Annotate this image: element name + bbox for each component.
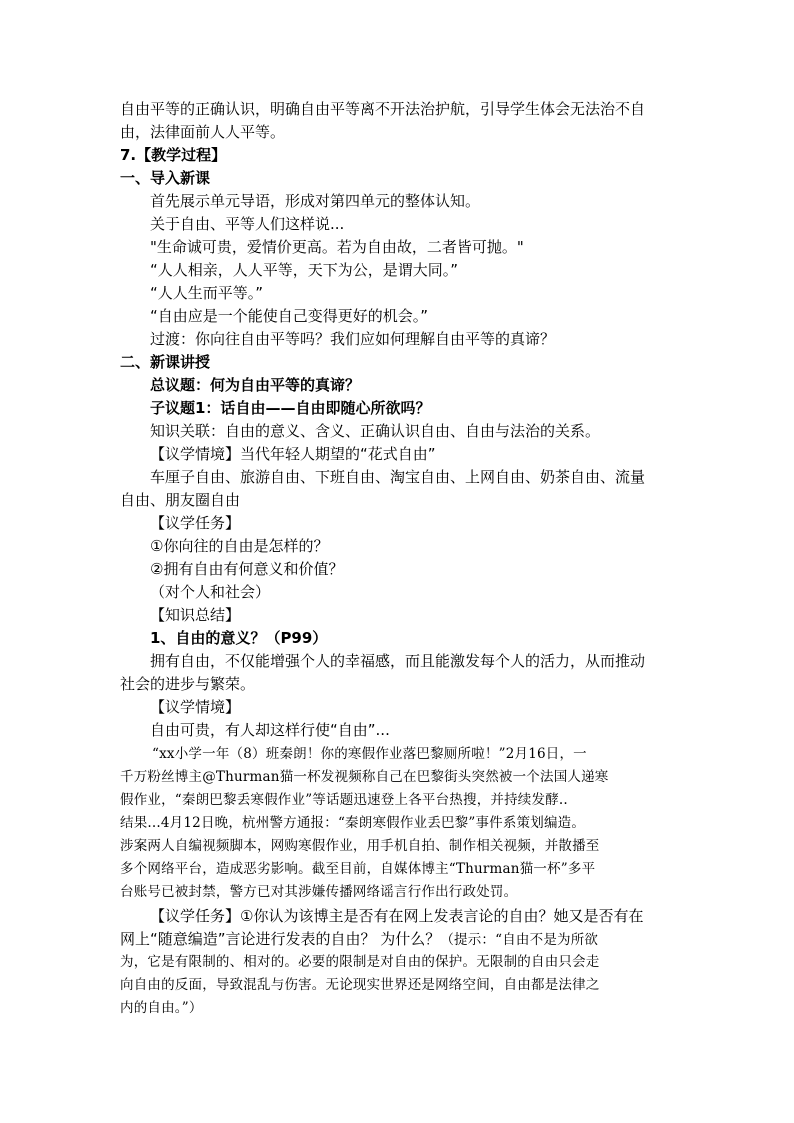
part1-title: 一、导入新课 xyxy=(120,169,211,187)
task-1-item: （对个人和社会） xyxy=(150,583,271,601)
intro-text-line: 关于自由、平等人们这样说... xyxy=(150,215,345,233)
task-2-hint-line: 向自由的反面，导致混乱与伤害。无论现实世界还是网络空间，自由都是法律之 xyxy=(120,977,600,993)
case-text-line: 结果...4月12日晚，杭州警方通报：“秦朗寒假作业丢巴黎”事件系策划编造。 xyxy=(120,815,586,831)
summary-text-line-2: 社会的进步与繁荣。 xyxy=(120,675,256,693)
scenario-2-title: 【议学情境】 xyxy=(150,698,241,716)
case-text-line: 千万粉丝博主@Thurman猫一杯发视频称自己在巴黎街头突然被一个法国人递寒 xyxy=(120,769,609,785)
task-2-line-1: 【议学任务】①你认为该博主是否有在网上发表言论的自由？她又是否有在 xyxy=(150,907,644,925)
task-1-item: ②拥有自由有何意义和价值？ xyxy=(150,560,344,578)
summary-text-line-1: 拥有自由，不仅能增强个人的幸福感，而且能激发每个人的活力，从而推动 xyxy=(150,652,646,670)
sub-topic-1: 子议题1：话自由——自由即随心所欲吗？ xyxy=(150,399,431,417)
case-text-line: “xx小学一年（8）班秦朗！你的寒假作业落巴黎厕所啦！”2月16日，一 xyxy=(152,746,587,762)
scenario-1: 【议学情境】当代年轻人期望的“花式自由” xyxy=(150,445,436,463)
quote-line: “人人生而平等。” xyxy=(150,284,264,302)
case-text-line: 台账号已被封禁，警方已对其涉嫌传播网络谣言行作出行政处罚。 xyxy=(120,884,518,900)
part2-title: 二、新课讲授 xyxy=(120,353,211,371)
case-text-line: 多个网络平台，造成恶劣影响。截至目前，自媒体博主“Thurman猫一杯”多平 xyxy=(120,861,596,877)
case-text-line: 假作业，“秦朗巴黎丢寒假作业”等话题迅速登上各平台热搜，并持续发酵.. xyxy=(120,792,568,808)
freedoms-line-1: 车厘子自由、旅游自由、下班自由、淘宝自由、上网自由、奶茶自由、流量 xyxy=(150,468,646,486)
transition-line: 过渡：你向往自由平等吗？我们应如何理解自由平等的真谛？ xyxy=(150,330,556,348)
main-topic: 总议题：何为自由平等的真谛？ xyxy=(150,376,361,394)
quote-line: “人人相亲，人人平等，天下为公，是谓大同。” xyxy=(150,261,459,279)
task-2-hint-start: （提示：“自由不是为所欲 xyxy=(440,932,599,948)
quote-line: "生命诚可贵，爱情价更高。若为自由故，二者皆可抛。" xyxy=(150,238,524,256)
intro-line-1: 自由平等的正确认识，明确自由平等离不开法治护航，引导学生体会无法治不自 xyxy=(120,100,646,118)
task-2-line-2 xyxy=(120,928,598,950)
scenario-2-lead: 自由可贵，有人却这样行使“自由”... xyxy=(150,721,390,739)
task-1-title: 【议学任务】 xyxy=(150,514,241,532)
knowledge-link: 知识关联：自由的意义、含义、正确认识自由、自由与法治的关系。 xyxy=(150,422,601,440)
task-2-hint-line: 为，它是有限制的、相对的。必要的限制是对自由的保护。无限制的自由只会走 xyxy=(120,954,600,970)
summary-point: 1、自由的意义？（P99） xyxy=(150,629,328,647)
section-7-title: 7.【教学过程】 xyxy=(120,146,227,164)
case-text-line: 涉案两人自编视频脚本，网购寒假作业，用手机自拍、制作相关视频，并散播至 xyxy=(120,838,600,854)
freedoms-line-2: 自由、朋友圈自由 xyxy=(120,491,241,509)
task-2-question: 网上“随意编造”言论进行发表的自由？ 为什么？ xyxy=(120,930,441,948)
task-2-hint-line: 内的自由。”） xyxy=(120,1000,203,1016)
task-1-item: ①你向往的自由是怎样的？ xyxy=(150,537,329,555)
intro-text-line: 首先展示单元导语，形成对第四单元的整体认知。 xyxy=(150,192,481,210)
summary-title: 【知识总结】 xyxy=(150,606,241,624)
quote-line: “自由应是一个能使自己变得更好的机会。” xyxy=(150,307,429,325)
intro-line-2: 由，法律面前人人平等。 xyxy=(120,123,286,141)
